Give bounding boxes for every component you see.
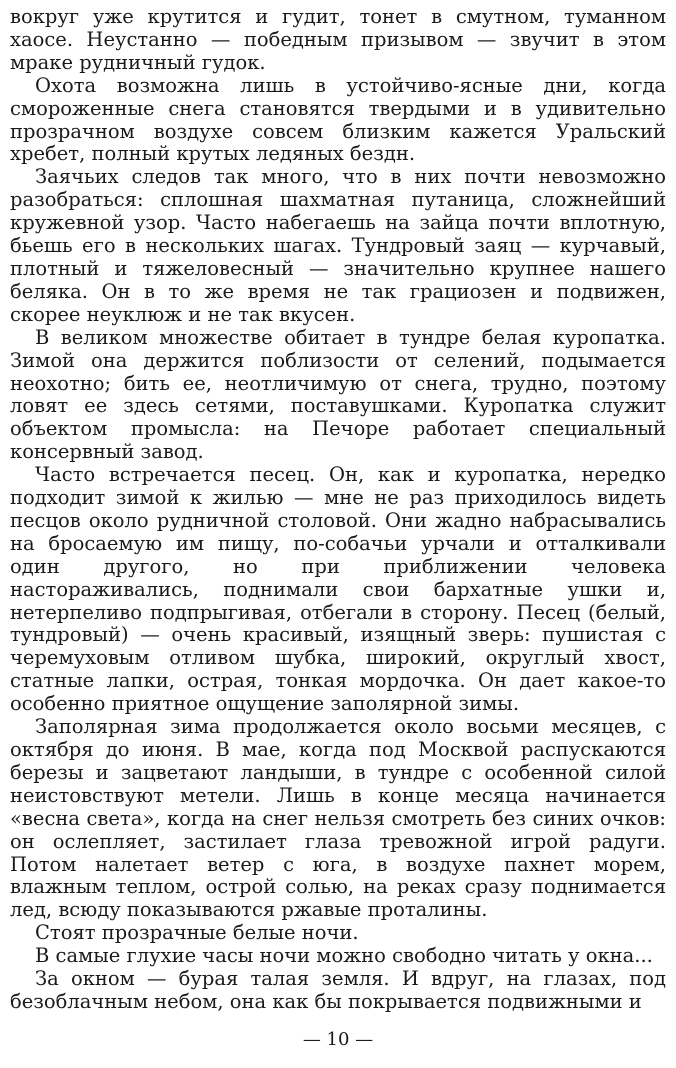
paragraph-4: В великом множестве обитает в тундре белая куропатка. Зимой она держится поблизости от селений, подымается неохотно; бить ее, неотличимую от снега, трудно, поэтому ловят ее здесь сетями, поставушками. Куропатка служит объектом промысла: на Печоре работает специальный консервный завод. (10, 325, 666, 464)
paragraph-8: В самые глухие часы ночи можно свободно читать у окна... (35, 944, 653, 968)
page-number: — 10 — (302, 1029, 374, 1050)
paragraph-7: Стоят прозрачные белые ночи. (35, 921, 359, 945)
paragraph-9: За окном — бурая талая земля. И вдруг, на глазах, под безоблачным небом, она как бы покрывается подвижными и (10, 967, 666, 1013)
paragraph-5: Часто встречается песец. Он, как и куропатка, нередко подходит зимой к жилью — мне не раз приходилось видеть песцов около рудничной столовой. Они жадно набрасывались на бросаемую им пищу, по-собачьи урчали и отталкивали один другого, но при приближении человека настораживались, поднимали свои бархатные ушки и, нетерпеливо подпрыгивая, отбегали в сторону. Песец (белый, тундровый) — очень красивый, изящный зверь: пушистая с черемуховым отливом шубка, широкий, округлый хвост, статные лапки, острая, тонкая мордочка. Он дает какое-то особенно приятное ощущение заполярной зимы. (10, 463, 666, 716)
paragraph-6: Заполярная зима продолжается около восьми месяцев, с октября до июня. В мае, когда под Москвой распускаются березы и зацветают ландыши, в тундре с особенной силой неистовствуют метели. Лишь в конце месяца начинается «весна света», когда на снег нельзя смотреть без синих очков: он ослепляет, застилает глаза тревожной игрой радуги. Потом налетает ветер с юга, в воздухе пахнет морем, влажным теплом, острой солью, на реках сразу поднимается лед, всюду показываются ржавые проталины. (10, 715, 666, 922)
paragraph-1: вокруг уже крутится и гудит, тонет в смутном, туманном хаосе. Неустанно — победным призывом — звучит в этом мраке рудничный гудок. (10, 5, 666, 74)
page-body (10, 6, 666, 1014)
paragraph-3: Заячьих следов так много, что в них почти невозможно разобраться: сплошная шахматная путаница, сложнейший кружевной узор. Часто набегаешь на зайца почти вплотную, бьешь его в нескольких шагах. Тундровый заяц — курчавый, плотный и тяжеловесный — значительно крупнее нашего беляка. Он в то же время не так грациозен и подвижен, скорее неуклюж и не так вкусен. (10, 165, 666, 326)
paragraph-2: Охота возможна лишь в устойчиво-ясные дни, когда смороженные снега становятся твердыми и в удивительно прозрачном воздухе совсем близким кажется Уральский хребет, полный крутых ледяных бездн. (10, 73, 666, 166)
